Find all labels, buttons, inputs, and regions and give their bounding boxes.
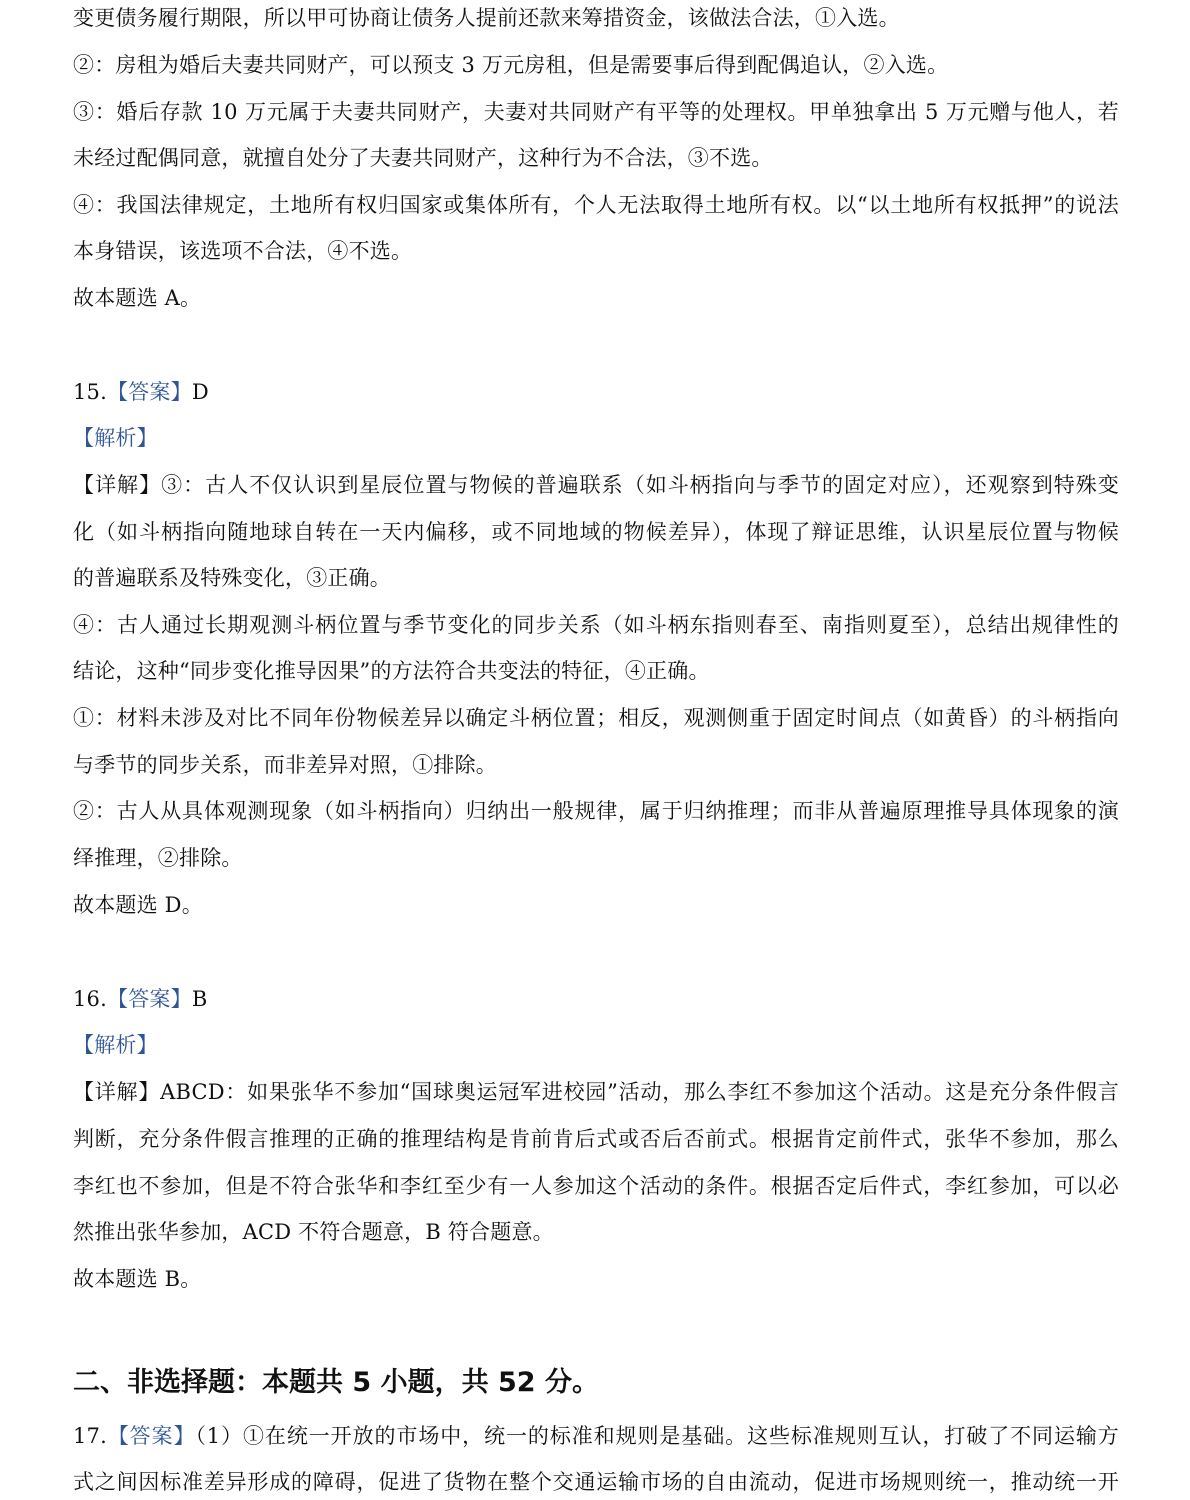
q15-analysis-tag: 【解析】 (73, 426, 158, 450)
q14-line-2: ②：房租为婚后夫妻共同财产，可以预支 3 万元房租，但是需要事后得到配偶追认，②入选。 (73, 53, 949, 77)
q15-answer-tag: 【答案】 (107, 380, 192, 404)
q14-conclusion: 故本题选 A。 (73, 286, 202, 310)
q17-answer-line-1 (73, 1421, 1119, 1451)
q16-detail-line-2: 判断，充分条件假言推理的正确的推理结构是肯前肯后式或否后否前式。根据肯定前件式，张华不参加，那么 (73, 1127, 1119, 1151)
q16-answer: B (191, 987, 208, 1011)
q17-answer-tag: 【答案】 (107, 1424, 196, 1448)
q17-number: 17. (73, 1424, 107, 1448)
q15-detail-line-1 (73, 470, 1119, 500)
q15-number: 15. (73, 380, 107, 404)
q17-answer-line-2: 式之间因标准差异形成的障碍，促进了货物在整个交通运输市场的自由流动，促进市场规则统一，推动统一开 (73, 1470, 1119, 1494)
q16-detail-line-4: 然推出张华参加，ACD 不符合题意，B 符合题意。 (73, 1220, 554, 1244)
q16-detail-line-1 (73, 1077, 1119, 1107)
q14-line-4: 未经过配偶同意，就擅自处分了夫妻共同财产，这种行为不合法，③不选。 (73, 146, 773, 170)
q15-detail-line-4: ④：古人通过长期观测斗柄位置与季节变化的同步关系（如斗柄东指则春至、南指则夏至），总结出规律性的 (73, 613, 1119, 637)
section-heading: 二、非选择题：本题共 5 小题，共 52 分。 (73, 1367, 599, 1398)
q15-detail-line-8: ②：古人从具体观测现象（如斗柄指向）归纳出一般规律，属于归纳推理；而非从普遍原理推导具体现象的演 (73, 799, 1119, 823)
q15-detail-line-6: ①：材料未涉及对比不同年份物候差异以确定斗柄位置；相反，观测侧重于固定时间点（如黄昏）的斗柄指向 (73, 706, 1119, 730)
q15-detail-line-2: 化（如斗柄指向随地球自转在一天内偏移，或不同地域的物候差异），体现了辩证思维，认识星辰位置与物候 (73, 520, 1119, 544)
q15-detail-text-1: ③：古人不仅认识到星辰位置与物候的普遍联系（如斗柄指向与季节的固定对应），还观察到特殊变 (161, 473, 1120, 497)
q14-line-3: ③：婚后存款 10 万元属于夫妻共同财产，夫妻对共同财产有平等的处理权。甲单独拿出 5 万元赠与他人，若 (73, 100, 1119, 124)
q14-line-5: ④：我国法律规定，土地所有权归国家或集体所有，个人无法取得土地所有权。以“以土地所有权抵押”的说法 (73, 193, 1119, 217)
q16-answer-line (73, 984, 1119, 1014)
q15-detail-line-3: 的普遍联系及特殊变化，③正确。 (73, 566, 391, 590)
q14-line-6: 本身错误，该选项不合法，④不选。 (73, 239, 413, 263)
q15-detail-line-9: 绎推理，②排除。 (73, 846, 243, 870)
q15-conclusion: 故本题选 D。 (73, 893, 203, 917)
q15-detail-tag: 【详解】 (73, 473, 162, 497)
q14-line-1: 变更债务履行期限，所以甲可协商让债务人提前还款来筹措资金，该做法合法，①入选。 (73, 6, 900, 30)
q15-answer: D (191, 380, 209, 404)
q16-number: 16. (73, 987, 107, 1011)
q16-analysis-tag: 【解析】 (73, 1033, 158, 1057)
q16-detail-tag: 【详解】 (73, 1080, 161, 1104)
q16-answer-tag: 【答案】 (107, 987, 192, 1011)
q16-detail-line-3: 李红也不参加，但是不符合张华和李红至少有一人参加这个活动的条件。根据否定后件式，李红参加，可以必 (73, 1174, 1119, 1198)
q15-detail-line-7: 与季节的同步关系，而非差异对照，①排除。 (73, 753, 497, 777)
q15-detail-line-5: 结论，这种“同步变化推导因果”的方法符合共变法的特征，④正确。 (73, 659, 710, 683)
q16-conclusion: 故本题选 B。 (73, 1267, 202, 1291)
q15-answer-line (73, 377, 1119, 407)
q16-detail-text-1: ABCD：如果张华不参加“国球奥运冠军进校园”活动，那么李红不参加这个活动。这是充分条件假言 (160, 1080, 1119, 1104)
q17-text-1: （1）①在统一开放的市场中，统一的标准和规则是基础。这些标准规则互认，打破了不同运输方 (195, 1424, 1119, 1448)
